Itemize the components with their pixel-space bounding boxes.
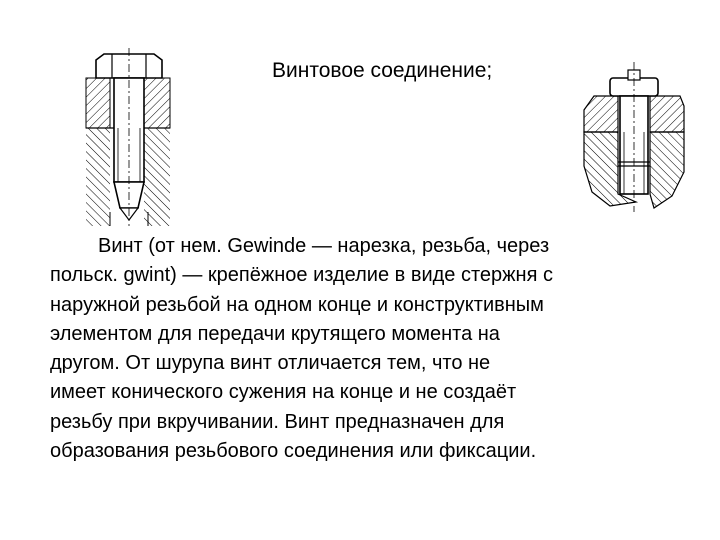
hex-head-screw-joint-drawing — [84, 48, 172, 228]
paragraph-line: другом. От шурупа винт отличается тем, что не — [50, 352, 491, 375]
slide-title: Винтовое соединение; — [272, 59, 493, 82]
slotted-screw-joint-section-drawing — [580, 62, 688, 214]
paragraph-line: наружной резьбой на одном конце и конструктивным — [50, 293, 544, 316]
paragraph-line: имеет конического сужения на конце и не создаёт — [50, 381, 517, 404]
paragraph-line: элементом для передачи крутящего момента на — [50, 322, 500, 345]
paragraph-line: польск. gwint) — крепёжное изделие в виде стержня с — [50, 264, 553, 287]
paragraph-line: Винт (от нем. Gewinde — нарезка, резьба, через — [98, 235, 550, 257]
description-paragraph — [50, 232, 680, 466]
paragraph-line: резьбу при вкручивании. Винт предназначен для — [50, 410, 505, 433]
paragraph-line: образования резьбового соединения или фиксации. — [50, 440, 537, 463]
